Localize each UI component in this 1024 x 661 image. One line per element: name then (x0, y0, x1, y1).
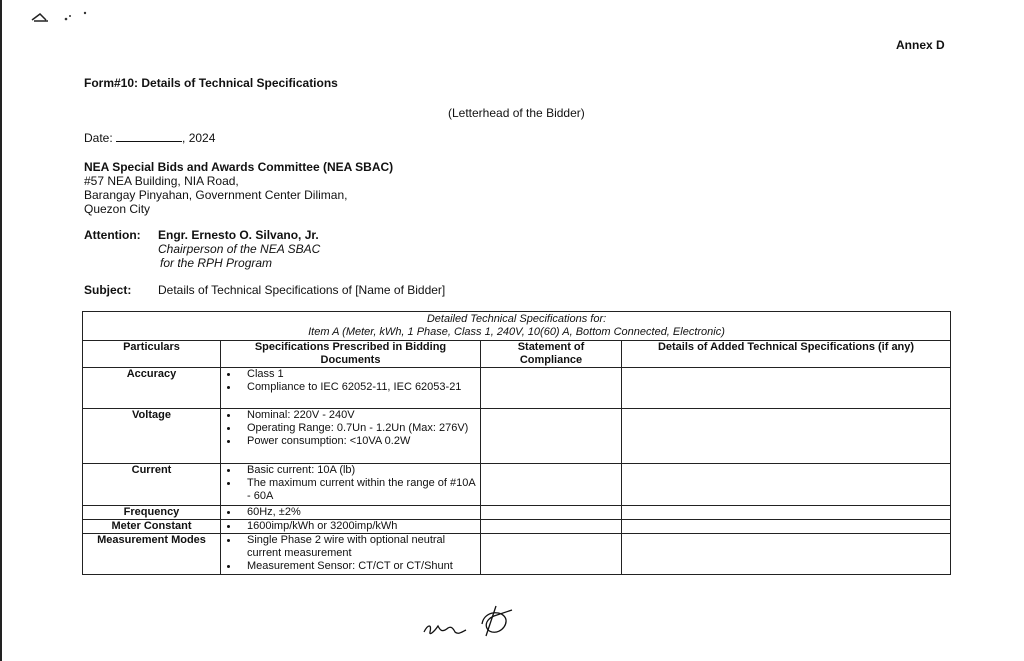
table-row (83, 506, 951, 520)
spec-item: • Nominal: 220V - 240V (239, 409, 476, 422)
added-spec-cell (622, 409, 951, 464)
row-specifications (221, 534, 481, 575)
table-caption-line-2: Item A (Meter, kWh, 1 Phase, Class 1, 240V, 10(60) A, Bottom Connected, Electronic) (308, 326, 725, 338)
spec-item: • 1600imp/kWh or 3200imp/kWh (239, 520, 476, 533)
row-specifications (221, 409, 481, 464)
header-added-specifications: Details of Added Technical Specifications (if any) (622, 341, 951, 368)
spec-item: • 60Hz, ±2% (239, 506, 476, 519)
table-row (83, 368, 951, 409)
table-header-row (83, 341, 951, 368)
address-line-3: Quezon City (84, 202, 151, 216)
letterhead-note: (Letterhead of the Bidder) (448, 106, 585, 120)
table-row (83, 409, 951, 464)
spec-item: • Single Phase 2 wire with optional neutral current measurement (239, 534, 476, 560)
compliance-cell (481, 534, 622, 575)
scan-artifact (30, 10, 90, 27)
scan-border (0, 0, 2, 661)
recipient-org: NEA Special Bids and Awards Committee (NEA SBAC) (84, 160, 394, 174)
header-particulars: Particulars (83, 341, 221, 368)
header-compliance: Statement of Compliance (481, 341, 622, 368)
row-specifications (221, 368, 481, 409)
row-particular: Frequency (83, 506, 221, 520)
row-specifications (221, 506, 481, 520)
attention-role-2: for the RPH Program (160, 256, 273, 270)
table-caption-line-1: Detailed Technical Specifications for: (426, 313, 607, 325)
table-row (83, 464, 951, 506)
date-blank (116, 131, 182, 142)
spec-item: • Basic current: 10A (lb) (239, 464, 476, 477)
row-particular: Meter Constant (83, 520, 221, 534)
spec-item: • Power consumption: <10VA 0.2W (239, 435, 476, 448)
date-year: , 2024 (182, 131, 216, 145)
compliance-cell (481, 520, 622, 534)
table-caption-row (83, 312, 951, 341)
row-specifications (221, 464, 481, 506)
form-title: Form#10: Details of Technical Specifications (84, 76, 338, 90)
initials-signature (418, 602, 528, 647)
compliance-cell (481, 464, 622, 506)
header-specifications: Specifications Prescribed in Bidding Documents (221, 341, 481, 368)
row-particular: Measurement Modes (83, 534, 221, 575)
attention-label: Attention: (84, 228, 141, 242)
spec-item: • Operating Range: 0.7Un - 1.2Un (Max: 276V) (239, 422, 476, 435)
added-spec-cell (622, 464, 951, 506)
date-label: Date: (84, 131, 113, 145)
compliance-cell (481, 409, 622, 464)
added-spec-cell (622, 506, 951, 520)
row-particular: Accuracy (83, 368, 221, 409)
subject-label: Subject: (84, 283, 132, 297)
row-particular: Voltage (83, 409, 221, 464)
spec-item: • The maximum current within the range of #10A - 60A (239, 477, 476, 503)
row-specifications (221, 520, 481, 534)
spec-item: • Class 1 (239, 368, 476, 381)
table-row (83, 534, 951, 575)
technical-specifications-table (82, 311, 951, 575)
date-line (84, 131, 215, 145)
attention-role-1: Chairperson of the NEA SBAC (158, 242, 321, 256)
compliance-cell (481, 506, 622, 520)
annex-label: Annex D (896, 38, 945, 52)
added-spec-cell (622, 534, 951, 575)
address-line-1: #57 NEA Building, NIA Road, (84, 174, 239, 188)
table-row (83, 520, 951, 534)
compliance-cell (481, 368, 622, 409)
table-caption (83, 312, 951, 341)
address-line-2: Barangay Pinyahan, Government Center Diliman, (84, 188, 348, 202)
spec-item: • Compliance to IEC 62052-11, IEC 62053-21 (239, 381, 476, 394)
added-spec-cell (622, 368, 951, 409)
row-particular: Current (83, 464, 221, 506)
subject-text: Details of Technical Specifications of [Name of Bidder] (158, 283, 446, 297)
spec-item: • Measurement Sensor: CT/CT or CT/Shunt (239, 560, 476, 573)
added-spec-cell (622, 520, 951, 534)
attention-name: Engr. Ernesto O. Silvano, Jr. (158, 228, 319, 242)
